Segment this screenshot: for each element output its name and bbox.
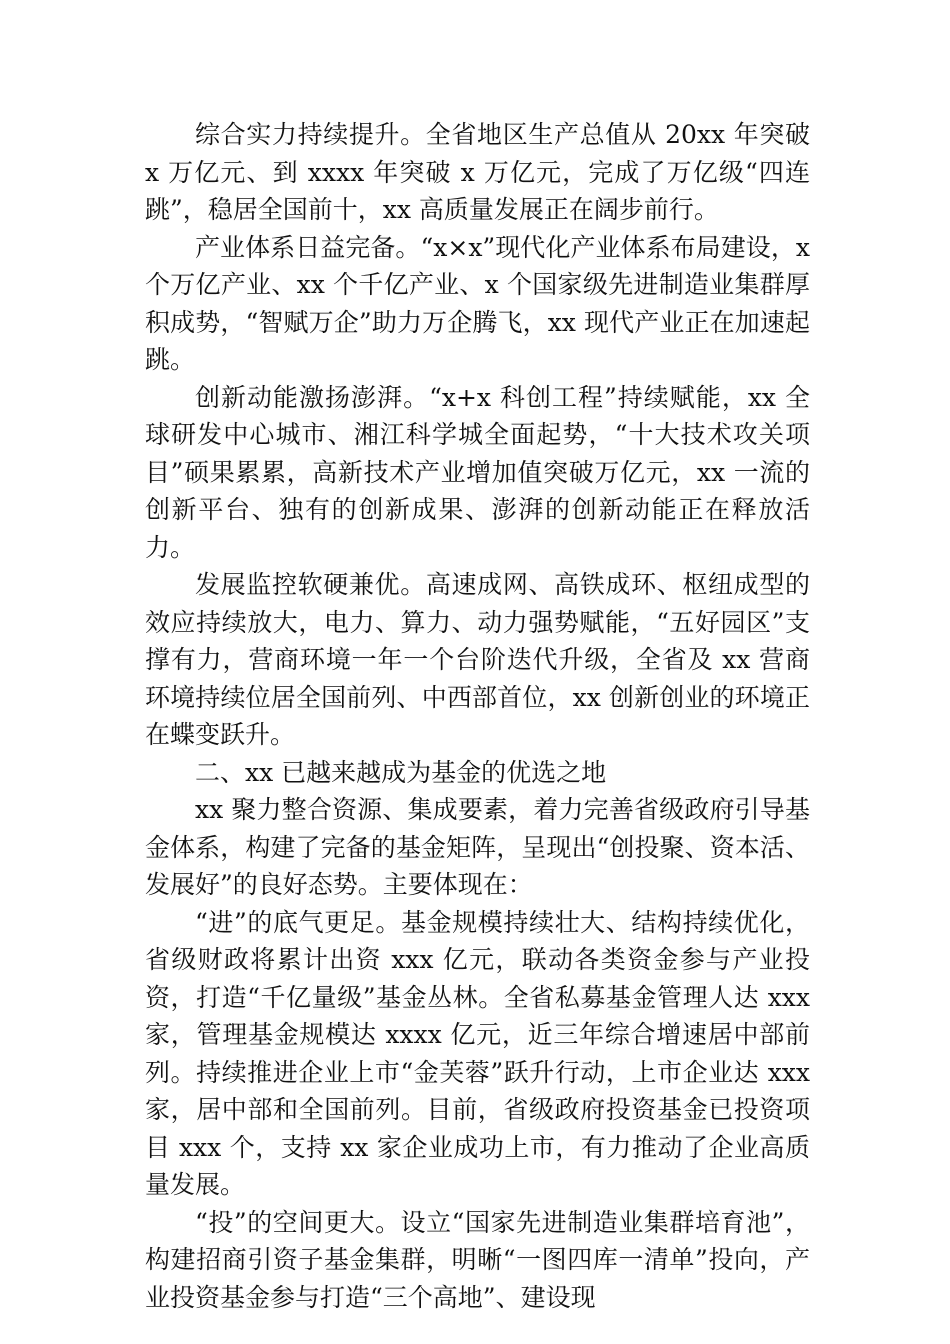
paragraph-economic-strength: 综合实力持续提升。全省地区生产总值从 20xx 年突破 x 万亿元、到 xxxx 年突破 x 万亿元，完成了万亿级“四连跳”，稳居全国前十，xx 高质量发展正在阔步前行。 bbox=[145, 120, 810, 224]
document-body bbox=[145, 116, 810, 1316]
paragraph-entry-confidence: “进”的底气更足。基金规模持续壮大、结构持续优化，省级财政将累计出资 xxx 亿元，联动各类资金参与产业投资，打造“千亿量级”基金丛林。全省私募基金管理人达 xxx 家，管理基金规模达 xxxx 亿元，近三年综合增速居中部前列。持续推进企业上市“金芙蓉”跃升行动，上市企业达 xxx 家，居中部和全国前列。目前，省级政府投资基金已投资项目 xxx 个，支持 xx 家企业成功上市，有力推动了企业高质量发展。 bbox=[145, 907, 810, 1199]
paragraph-fund-system: xx 聚力整合资源、集成要素，着力完善省级政府引导基金体系，构建了完备的基金矩阵，呈现出“创投聚、资本活、发展好”的良好态势。主要体现在： bbox=[145, 795, 810, 899]
paragraph-innovation: 创新动能激扬澎湃。“x+x 科创工程”持续赋能，xx 全球研发中心城市、湘江科学城全面起势，“十大技术攻关项目”硕果累累，高新技术产业增加值突破万亿元，xx 一流的创新平台、独有的创新成果、澎湃的创新动能正在释放活力。 bbox=[145, 382, 810, 562]
paragraph-industrial-system: 产业体系日益完备。“x×x”现代化产业体系布局建设，x 个万亿产业、xx 个千亿产业、x 个国家级先进制造业集群厚积成势，“智赋万企”助力万企腾飞，xx 现代产业正在加速起跳。 bbox=[145, 232, 810, 374]
section-heading-fund-destination: 二、xx 已越来越成为基金的优选之地 bbox=[195, 757, 607, 787]
paragraph-investment-space: “投”的空间更大。设立“国家先进制造业集群培育池”，构建招商引资子基金集群，明晰“一图四库一清单”投向，产业投资基金参与打造“三个高地”、建设现 bbox=[145, 1207, 810, 1312]
paragraph-development-environment: 发展监控软硬兼优。高速成网、高铁成环、枢纽成型的效应持续放大，电力、算力、动力强势赋能，“五好园区”支撑有力，营商环境一年一个台阶迭代升级，全省及 xx 营商环境持续位居全国前列、中西部首位，xx 创新创业的环境正在蝶变跃升。 bbox=[145, 570, 810, 749]
